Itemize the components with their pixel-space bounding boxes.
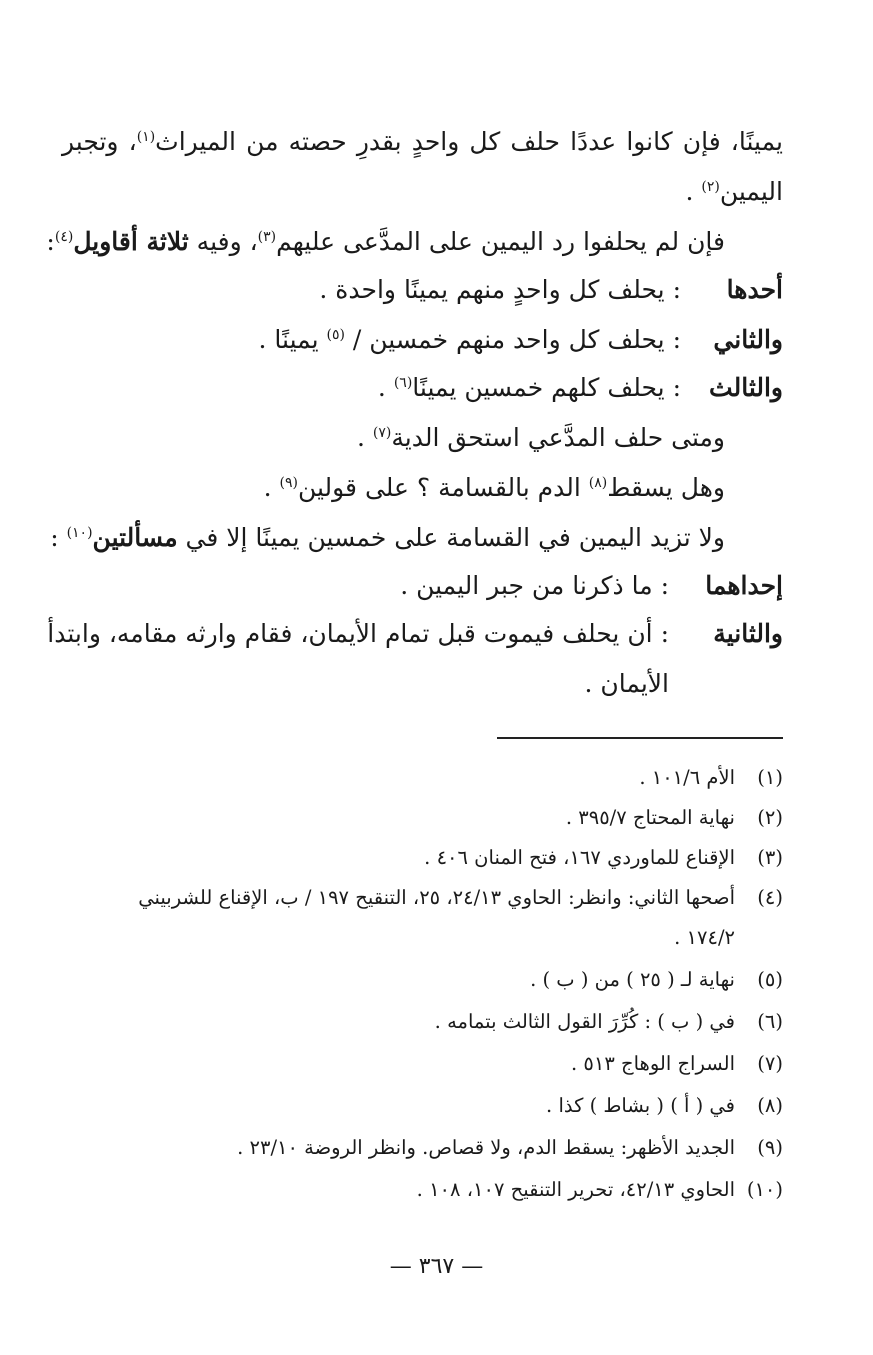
footnote-ref-6: (٦) — [393, 375, 413, 391]
footnote-item: (٩)الجديد الأظهر: يسقط الدم، ولا قصاص. وانظر الروضة ٢٣/١٠ . — [237, 1136, 783, 1159]
footnote-item: (١)الأم ١٠١/٦ . — [639, 766, 783, 789]
text-line-10: إحداهما: ما ذكرنا من جبر اليمين . — [62, 562, 783, 610]
footnote-ref-8: (٨) — [588, 475, 608, 491]
item-label-third: والثالث — [709, 373, 783, 402]
footnote-ref-5: (٥) — [326, 327, 345, 343]
footnote-ref-4: (٤) — [54, 229, 74, 245]
footnote-item: (٤)أصحها الثاني: وانظر: الحاوي ٢٤/١٣، ٢٥، التنقيح ١٩٧ / ب، الإقناع للشربيني — [138, 886, 783, 909]
footnote-continuation: ١٧٤/٢ . — [674, 926, 735, 949]
text-line-6: والثالث: يحلف كلهم خمسين يمينًا$^{(٦)}$ . — [62, 364, 783, 412]
text-line-9: ولا تزيد اليمين في القسامة على خمسين يمينًا إلا في مسألتين$^{(١٠)}$ : — [50, 523, 725, 552]
footnote-item: (٧)السراج الوهاج ٥١٣ . — [571, 1052, 783, 1075]
text-line-8: وهل يسقط$^{(٨)}$ الدم بالقسامة ؟ على قولين$^{(٩)}$ . — [263, 473, 725, 502]
text-line-7: ومتى حلف المدَّعي استحق الدية$^{(٧)}$ . — [357, 423, 725, 452]
footnote-item: (٦)في ( ب ) : كُرِّرَ القول الثالث بتمامه . — [434, 1010, 783, 1033]
footnote-item: (٢)نهاية المحتاج ٣٩٥/٧ . — [565, 806, 783, 829]
text-line-12: الأيمان . — [584, 669, 669, 698]
footnote-ref-1: (١) — [136, 129, 156, 145]
footnote-ref-7: (٧) — [372, 425, 392, 441]
footnote-ref-3: (٣) — [257, 229, 277, 245]
text-line-3: فإن لم يحلفوا رد اليمين على المدَّعى عليهم$^{(٣)}$، وفيه ثلاثة أقاويل$^{(٤)}$: — [46, 227, 725, 256]
item-label-second: والثاني — [713, 325, 783, 354]
text-line-2: اليمين$^{(٢)}$ . — [685, 177, 783, 206]
item-label-first: أحدها — [726, 275, 783, 304]
footnote-item: (٣)الإقناع للماوردي ١٦٧، فتح المنان ٤٠٦ . — [424, 846, 783, 869]
footnote-item: (١٠)الحاوي ٤٢/١٣، تحرير التنقيح ١٠٧، ١٠٨ . — [416, 1178, 783, 1201]
text-line-11: والثانية: أن يحلف فيموت قبل تمام الأيمان، فقام وارثه مقامه، وابتدأ — [62, 610, 783, 658]
text-line-4: أحدها: يحلف كل واحدٍ منهم يمينًا واحدة . — [62, 266, 783, 314]
footnote-ref-9: (٩) — [279, 475, 298, 491]
text-line-5: والثاني: يحلف كل واحد منهم خمسين / $^{(٥)}$ يمينًا . — [62, 316, 783, 364]
footnote-separator — [497, 737, 783, 739]
footnote-ref-10: (١٠) — [66, 525, 93, 541]
footnote-item: (٥)نهاية لـ ( ٢٥ ) من ( ب ) . — [530, 968, 783, 991]
item-label-issue-two: والثانية — [713, 619, 783, 648]
footnote-item: (٨)في ( أ ) ( بشاط ) كذا . — [546, 1094, 783, 1117]
item-label-issue-one: إحداهما — [705, 571, 783, 600]
footnote-ref-2: (٢) — [701, 179, 720, 195]
text-line-1: يمينًا، فإن كانوا عددًا حلف كل واحدٍ بقدرِ حصته من الميراث$^{(١)}$، وتجبر — [62, 127, 783, 156]
page-number: — ٣٦٧ — — [389, 1254, 484, 1279]
